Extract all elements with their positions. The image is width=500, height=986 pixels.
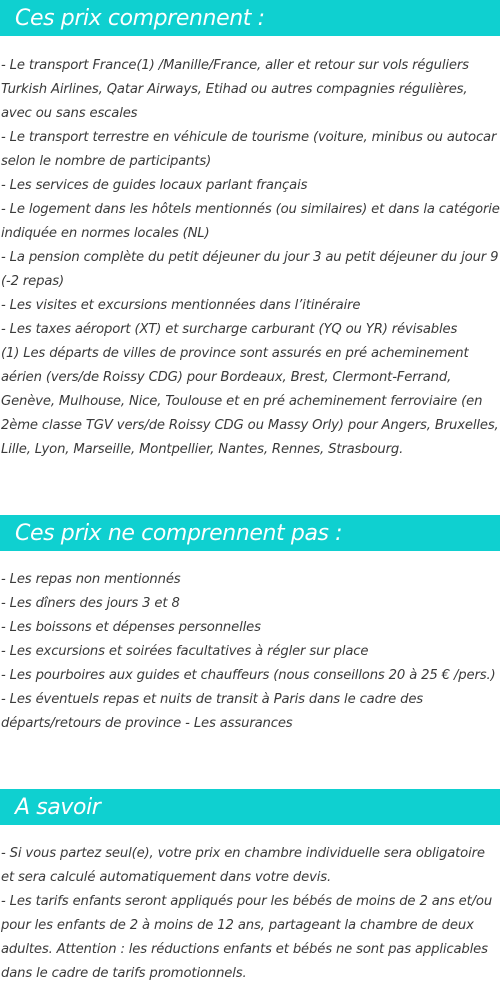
section-body: [0, 551, 500, 736]
list-item: - Les excursions et soirées facultatives à régler sur place: [1, 644, 369, 659]
section-title: Ces prix ne comprennent pas :: [0, 515, 500, 551]
list-item: - Le transport France(1) /Manille/France, aller et retour sur vols réguliers Turkish Airlines, Qatar Airways, Etihad ou autres compagnies régulières, avec ou sans escales: [1, 58, 469, 121]
section-body: [0, 36, 500, 462]
footnote: (1) Les départs de villes de province sont assurés en pré acheminement aérien (vers/de Roissy CDG) pour Bordeaux, Brest, Clermont-Ferrand, Genève, Mulhouse, Nice, Toulouse et en pré acheminement ferroviaire (en 2ème classe TGV vers/de Roissy CDG ou Massy Orly) pour Angers, Bruxelles, Lille, Lyon, Marseille, Montpellier, Nantes, Rennes, Strasbourg.: [1, 346, 499, 457]
list-item: - Les taxes aéroport (XT) et surcharge carburant (YQ ou YR) révisables: [1, 322, 458, 337]
section-prices-include: [0, 0, 500, 462]
section-good-to-know: [0, 789, 500, 986]
section-title: A savoir: [0, 789, 500, 825]
list-item: - Le transport terrestre en véhicule de tourisme (voiture, minibus ou autocar selon le nombre de participants): [1, 130, 497, 169]
list-item: - Les repas non mentionnés: [1, 572, 181, 587]
list-item: - Le logement dans les hôtels mentionnés (ou similaires) et dans la catégorie indiquée en normes locales (NL): [1, 202, 500, 241]
list-item: - La pension complète du petit déjeuner du jour 3 au petit déjeuner du jour 9 (-2 repas): [1, 250, 499, 289]
list-item: - Les services de guides locaux parlant français: [1, 178, 308, 193]
list-item: - Les dîners des jours 3 et 8: [1, 596, 180, 611]
list-item: - Les visites et excursions mentionnées dans l’itinéraire: [1, 298, 361, 313]
section-prices-exclude: [0, 515, 500, 736]
list-item: - Les boissons et dépenses personnelles: [1, 620, 261, 635]
list-item: - Si vous partez seul(e), votre prix en chambre individuelle sera obligatoire et sera calculé automatiquement dans votre devis.: [1, 846, 485, 885]
list-item: - Les éventuels repas et nuits de transit à Paris dans le cadre des départs/retours de province - Les assurances: [1, 692, 424, 731]
list-item: - Les tarifs enfants seront appliqués pour les bébés de moins de 2 ans et/ou pour les enfants de 2 à moins de 12 ans, partageant la chambre de deux adultes. Attention : les réductions enfants et bébés ne sont pas applicables dans le cadre de tarifs promotionnels.: [1, 894, 493, 981]
list-item: - Les pourboires aux guides et chauffeurs (nous conseillons 20 à 25 € /pers.): [1, 668, 496, 683]
section-title: Ces prix comprennent :: [0, 0, 500, 36]
section-body: [0, 825, 500, 986]
